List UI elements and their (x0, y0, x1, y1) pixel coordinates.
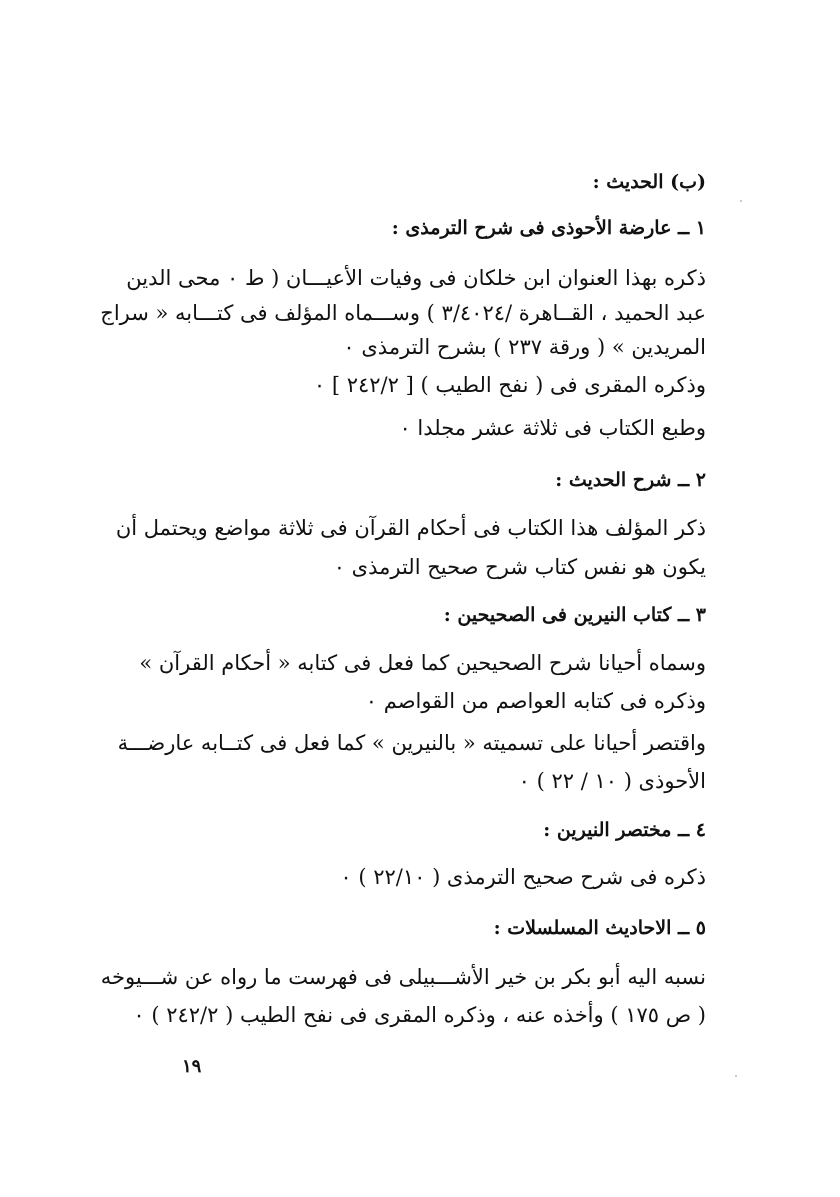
item-1-para-1-line-3: المريدين » ( ورقة ٢٣٧ ) بشرح الترمذى ٠ (343, 335, 706, 359)
item-1-para-1-line-2: عبد الحميد ، القــاهرة /٣/٤٠٢٤ ) وســـماه المؤلف فى كتـــابه « سراج (100, 301, 706, 325)
item-5-title: ٥ ــ الاحاديث المسلسلات : (493, 917, 706, 939)
scan-speck (740, 200, 742, 202)
item-4-title: ٤ ــ مختصر النيرين : (543, 819, 706, 841)
item-1-para-1-line-1: ذكره بهذا العنوان ابن خلكان فى وفيات الأعيـــان ( ط ٠ محى الدين (126, 266, 706, 290)
item-2-title: ٢ ــ شرح الحديث : (555, 469, 706, 491)
item-5-para-1-line-1: نسبه اليه أبو بكر بن خير الأشـــبيلى فى فهرست ما رواه عن شـــيوخه (100, 965, 706, 989)
scan-speck (735, 1075, 737, 1077)
item-3-para-2-line-2: الأحوذى ( ١٠ / ٢٢ ) ٠ (518, 769, 706, 793)
item-2-para-1-line-2: يكون هو نفس كتاب شرح صحيح الترمذى ٠ (333, 555, 706, 579)
item-2-para-1-line-1: ذكر المؤلف هذا الكتاب فى أحكام القرآن فى ثلاثة مواضع ويحتمل أن (115, 516, 706, 540)
item-5-para-1-line-2: ( ص ١٧٥ ) وأخذه عنه ، وذكره المقرى فى نفح الطيب ( ٢٤٢/٢ ) ٠ (133, 1003, 706, 1027)
section-heading: (ب) الحديث : (592, 171, 706, 193)
item-3-para-1-line-2: وذكره فى كتابه العواصم من القواصم ٠ (365, 689, 706, 713)
item-4-para-1: ذكره فى شرح صحيح الترمذى ( ٢٢/١٠ ) ٠ (340, 865, 706, 889)
item-3-para-1-line-1: وسماه أحيانا شرح الصحيحين كما فعل فى كتابه « أحكام القرآن » (139, 651, 706, 675)
item-1-title: ١ ــ عارضة الأحوذى فى شرح الترمذى : (391, 217, 706, 239)
item-3-para-2-line-1: واقتصر أحيانا على تسميته « بالنيرين » كما فعل فى كتــابه عارضـــة (117, 731, 706, 755)
page-number: ١٩ (182, 1056, 202, 1077)
item-1-para-3: وطبع الكتاب فى ثلاثة عشر مجلدا ٠ (399, 416, 706, 440)
item-1-para-2: وذكره المقرى فى ( نفح الطيب ) [ ٢٤٢/٢ ] ٠ (313, 373, 706, 397)
item-3-title: ٣ ــ كتاب النيرين فى الصحيحين : (443, 604, 706, 626)
